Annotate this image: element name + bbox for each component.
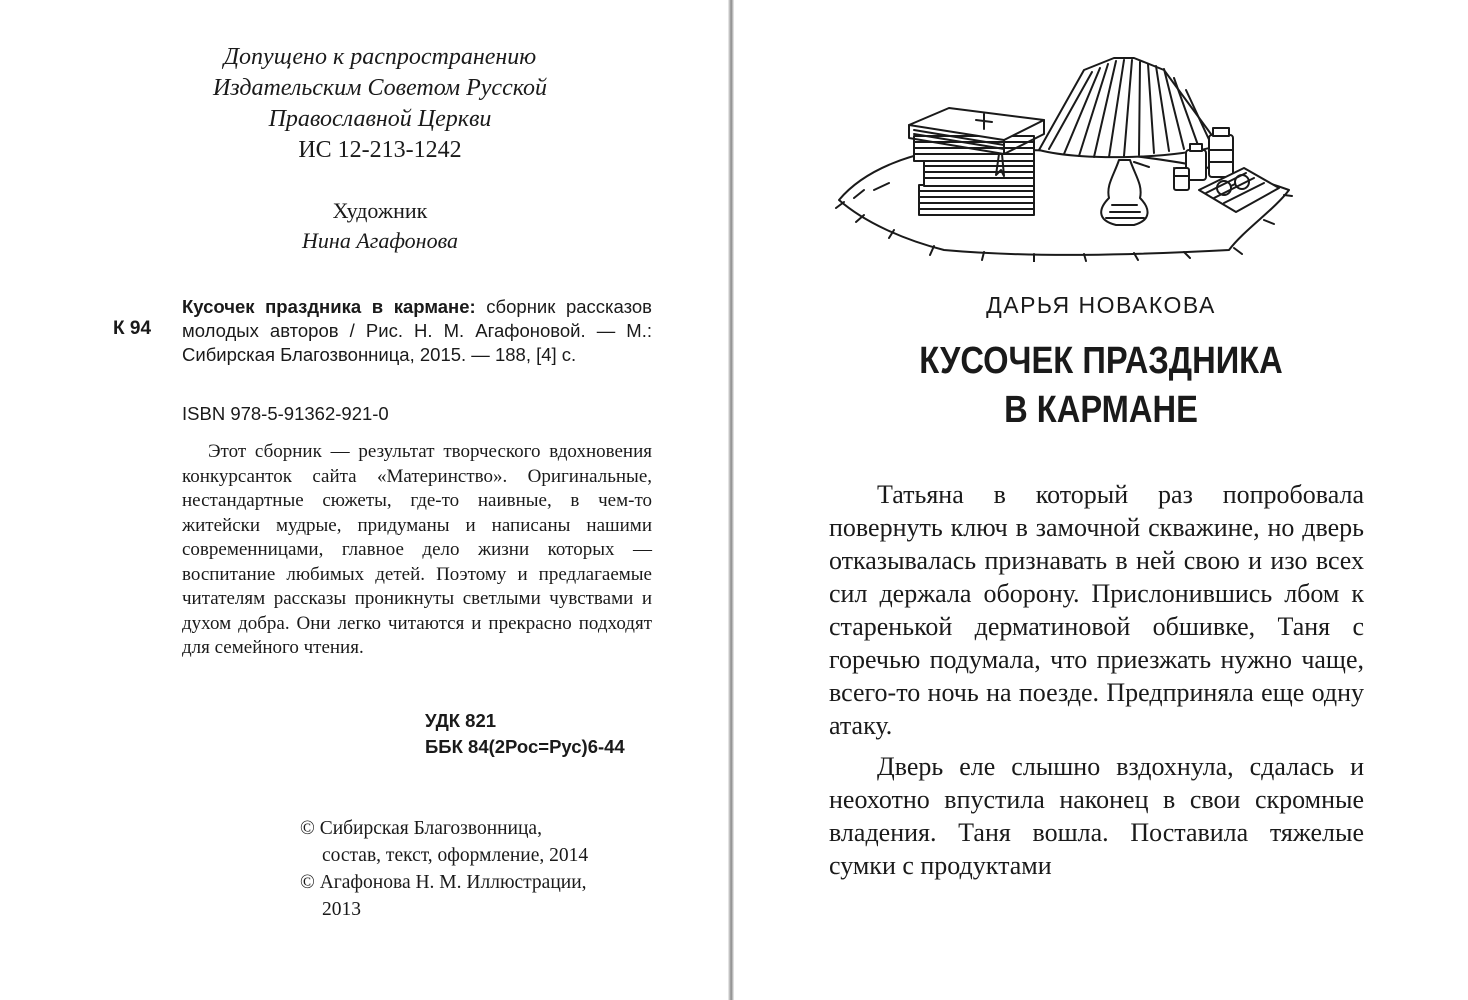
isbn: ISBN 978-5-91362-921-0 (182, 403, 389, 424)
title-line: КУСОЧЕК ПРАЗДНИКА (919, 340, 1283, 382)
story-body (829, 478, 1364, 890)
illustrator-label: Художник (332, 198, 428, 223)
classification-codes (425, 708, 625, 760)
approval-line: Допущено к распространению (223, 44, 537, 70)
title-line: В КАРМАНЕ (1004, 389, 1198, 431)
annotation: Этот сборник — результат творческого вдохновения конкурсанток сайта «Материнство». Оригинальные, нестандартные сюжеты, где-то наивные, в чем-то житейски мудрые, придуманы и написаны нашими современницами, главное дело жизни которых — воспитание любимых детей. Поэтому и предлагаемые читателям рассказы проникнуты светлыми чувствами и духом добра. Они легко читаются и прекрасно подходят для семейного чтения. (182, 441, 652, 658)
bibliographic-record (182, 295, 652, 367)
right-page (734, 0, 1468, 1000)
copyright-line: © Сибирская Благозвонница, (300, 818, 542, 839)
copyright-line: состав, текст, оформление, 2014 (322, 845, 589, 866)
biblio-title: Кусочек праздника в кармане: (182, 296, 476, 317)
illustrator-credit (140, 196, 620, 256)
bbk-code: ББК 84(2Рос=Рус)6-44 (425, 736, 625, 757)
biblio-details: сборник рассказов молодых авторов / Рис. Н. М. Агафоновой. — М.: Сибирская Благозвонница, 2015. — 188, [4] с. (182, 296, 652, 365)
church-approval (140, 42, 620, 166)
catalog-code: К 94 (113, 318, 152, 339)
paragraph: Татьяна в который раз попробовала повернуть ключ в замочной скважине, но дверь отказывалась признавать в ней свою и изо всех сил держала оборону. Прислонившись лбом к старенькой дерматиновой обшивке, Таня с горечью подумала, что приезжать нужно чаще, всего-то ночь на поезде. Предприняла еще одну атаку. (829, 480, 1364, 740)
copyright-block (300, 815, 660, 923)
udk-code: УДК 821 (425, 710, 497, 731)
paragraph: Дверь еле слышно вздохнула, сдалась и неохотно впустила наконец в свои скромные владения. Таня вошла. Поставила тяжелые сумки с продуктами (829, 752, 1364, 880)
approval-line: Православной Церкви (268, 106, 492, 132)
illustrator-name: Нина Агафонова (302, 228, 458, 253)
story-title (785, 337, 1416, 435)
left-page (0, 0, 728, 1000)
author-name: ДАРЬЯ НОВАКОВА (986, 292, 1216, 318)
copyright-line: 2013 (322, 899, 361, 920)
approval-code: ИС 12-213-1242 (298, 137, 462, 163)
approval-line: Издательским Советом Русской (212, 75, 548, 101)
lamp-books-illustration (834, 50, 1294, 262)
copyright-line: © Агафонова Н. М. Иллюстрации, (300, 872, 587, 893)
